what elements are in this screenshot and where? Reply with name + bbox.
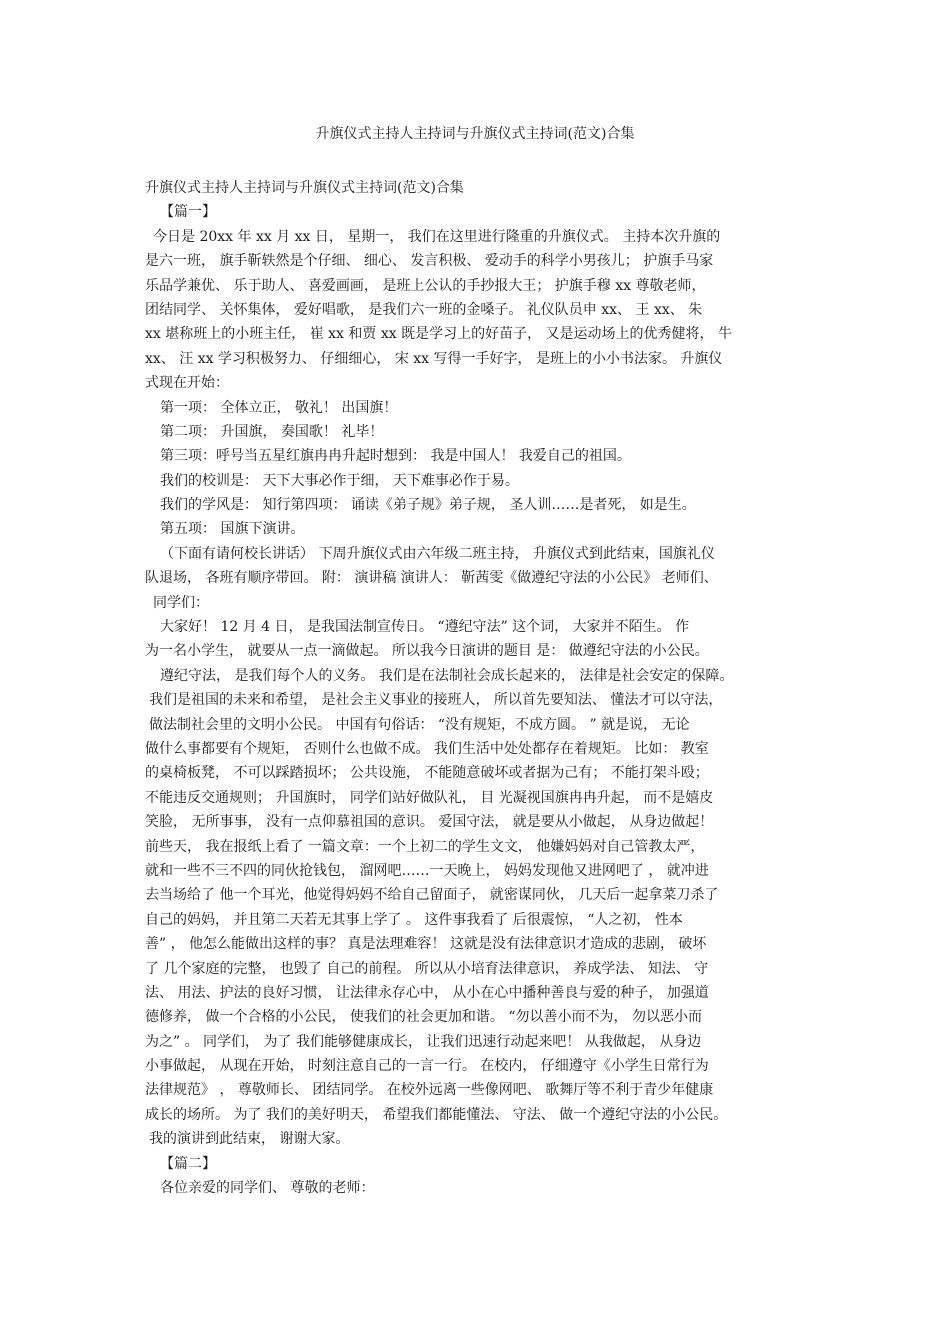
paragraph-line: xx 堪称班上的小班主任， 崔 xx 和贾 xx 既是学习上的好苗子， 又是运动场上的优秀健将， 牛 — [145, 326, 732, 343]
paragraph-line: 成长的场所。 为了 我们的美好明天， 希望我们都能懂法、 守法、 做一个遵纪守法的小公民。 — [145, 1106, 728, 1123]
paragraph-line: 的桌椅板凳， 不可以踩踏损坏； 公共设施， 不能随意破坏或者据为己有； 不能打架斗殴； — [145, 765, 709, 782]
paragraph-line: 小事做起， 从现在开始， 时刻注意自己的一言一行。 在校内， 仔细遵守《小学生日常行为 — [145, 1058, 709, 1075]
paragraph-line: 了 几个家庭的完整， 也毁了 自己的前程。 所以从小培育法律意识， 养成学法、 知法、 守 — [145, 960, 709, 977]
paragraph-line: 式现在开始： — [145, 375, 229, 392]
paragraph-line: 队退场， 各班有顺序带回。 附： 演讲稿 演讲人： 靳茜雯《做遵纪守法的小公民》 老师们、 — [145, 570, 718, 587]
paragraph-line: 第二项： 升国旗， 奏国歌！ 礼毕！ — [160, 423, 384, 440]
paragraph-line: 去当场给了 他一个耳光，他觉得妈妈不给自己留面子， 就密谋同伙， 几天后一起拿菜刀杀了 — [145, 887, 719, 904]
paragraph-line: 同学们： — [153, 594, 209, 611]
paragraph-line: 第五项： 国旗下演讲。 — [160, 521, 305, 538]
paragraph-line: 各位亲爱的同学们、 尊敬的老师： — [160, 1180, 375, 1197]
paragraph-line: 不能违反交通规则； 升国旗时， 同学们站好做队礼， 目 光凝视国旗冉冉升起， 而不是嬉皮 — [145, 789, 714, 806]
paragraph-line: （下面有请何校长讲话） 下周升旗仪式由六年级二班主持， 升旗仪式到此结束，国旗礼仪 — [160, 545, 715, 562]
paragraph-line: 我们的学风是： 知行第四项： 诵读《弟子规》弟子规， 圣人训……是者死， 如是生。 — [160, 497, 696, 514]
paragraph-line: 前些天， 我在报纸上看了 一篇文章：一个上初二的学生文文， 他嫌妈妈对自己管教太严， — [145, 838, 705, 855]
paragraph-line: 做法制社会里的文明小公民。 中国有句俗话： “没有规矩，不成方圆。 ” 就是说， 无论 — [149, 716, 690, 733]
document-body — [145, 176, 825, 1200]
document-title: 升旗仪式主持人主持词与升旗仪式主持词(范文)合集 — [315, 126, 635, 142]
paragraph-line: 第三项：呼号当五星红旗冉冉升起时想到： 我是中国人！ 我爱自己的祖国。 — [160, 448, 631, 465]
section-label: 【篇一】 — [160, 204, 216, 221]
paragraph-line: 我们是祖国的未来和希望， 是社会主义事业的接班人， 所以首先要知法、 懂法才可以守法， — [149, 692, 723, 709]
paragraph-line: 今日是 20xx 年 xx 月 xx 日， 星期一， 我们在这里进行隆重的升旗仪式。 主持本次升旗的 — [153, 228, 721, 245]
paragraph-line: 为之” 。 同学们， 为了 我们能够健康成长， 让我们迅速行动起来吧！ 从我做起， 从身边 — [145, 1033, 702, 1050]
body-heading: 升旗仪式主持人主持词与升旗仪式主持词(范文)合集 — [145, 180, 464, 196]
paragraph-line: 自己的妈妈， 并且第二天若无其事上学了 。 这件事我看了 后很震惊， “人之初， 性本 — [145, 911, 683, 928]
paragraph-line: 法、 用法、护法的良好习惯， 让法律永存心中， 从小在心中播种善良与爱的种子， 加强道 — [145, 984, 709, 1001]
paragraph-line: 是六一班， 旗手靳轶然是个仔细、 细心、 发言积极、 爱动手的科学小男孩儿； 护旗手马家 — [145, 253, 714, 270]
paragraph-line: 德修养， 做一个合格的小公民， 使我们的社会更加和谐。 “勿以善小而不为， 勿以恶小而 — [145, 1009, 702, 1026]
paragraph-line: 遵纪守法， 是我们每个人的义务。 我们是在法制社会成长起来的， 法律是社会安定的保障。 — [160, 667, 734, 684]
paragraph-line: 为一名小学生， 就要从一点一滴做起。 所以我今日演讲的题目 是： 做遵纪守法的小公民。 — [145, 643, 709, 660]
paragraph-line: 团结同学、 关怀集体， 爱好唱歌， 是我们六一班的金嗓子。 礼仪队员申 xx、 王 xx、 朱 — [145, 301, 703, 318]
paragraph-line: 做什么事都要有个规矩， 否则什么也做不成。 我们生活中处处都存在着规矩。 比如： 教室 — [145, 740, 709, 757]
paragraph-line: 大家好！ 12 月 4 日， 是我国法制宣传日。 “遵纪守法” 这个词， 大家并不陌生。 作 — [160, 619, 690, 636]
paragraph-line: 善” ， 他怎么能做出这样的事？ 真是法理难容！ 这就是没有法律意识才造成的悲剧， 破坏 — [145, 936, 707, 953]
paragraph-line: 我们的校训是： 天下大事必作于细， 天下难事必作于易。 — [160, 472, 519, 489]
paragraph-line: xx、 汪 xx 学习积极努力、 仔细细心， 宋 xx 写得一手好字， 是班上的小小书法家。 升旗仪 — [145, 350, 723, 367]
paragraph-line: 法律规范》 ， 尊敬师长、 团结同学。 在校外远离一些像网吧、 歌舞厅等不利于青少年健康 — [145, 1082, 714, 1099]
paragraph-line: 第一项： 全体立正， 敬礼！ 出国旗！ — [160, 399, 398, 416]
paragraph-line: 乐品学兼优、 乐于助人、 喜爱画画， 是班上公认的手抄报大王； 护旗手穆 xx 尊敬老师， — [145, 277, 706, 294]
paragraph-line: 笑脸， 无所事事， 没有一点仰慕祖国的意识。 爱国守法， 就是要从小做起， 从身边做起！ — [145, 814, 714, 831]
paragraph-line: 我的演讲到此结束， 谢谢大家。 — [149, 1131, 350, 1148]
section-label: 【篇二】 — [160, 1155, 216, 1172]
paragraph-line: 就和一些不三不四的同伙抢钱包， 溜网吧……一天晚上， 妈妈发现他又进网吧了 ， 就冲进 — [145, 862, 709, 879]
